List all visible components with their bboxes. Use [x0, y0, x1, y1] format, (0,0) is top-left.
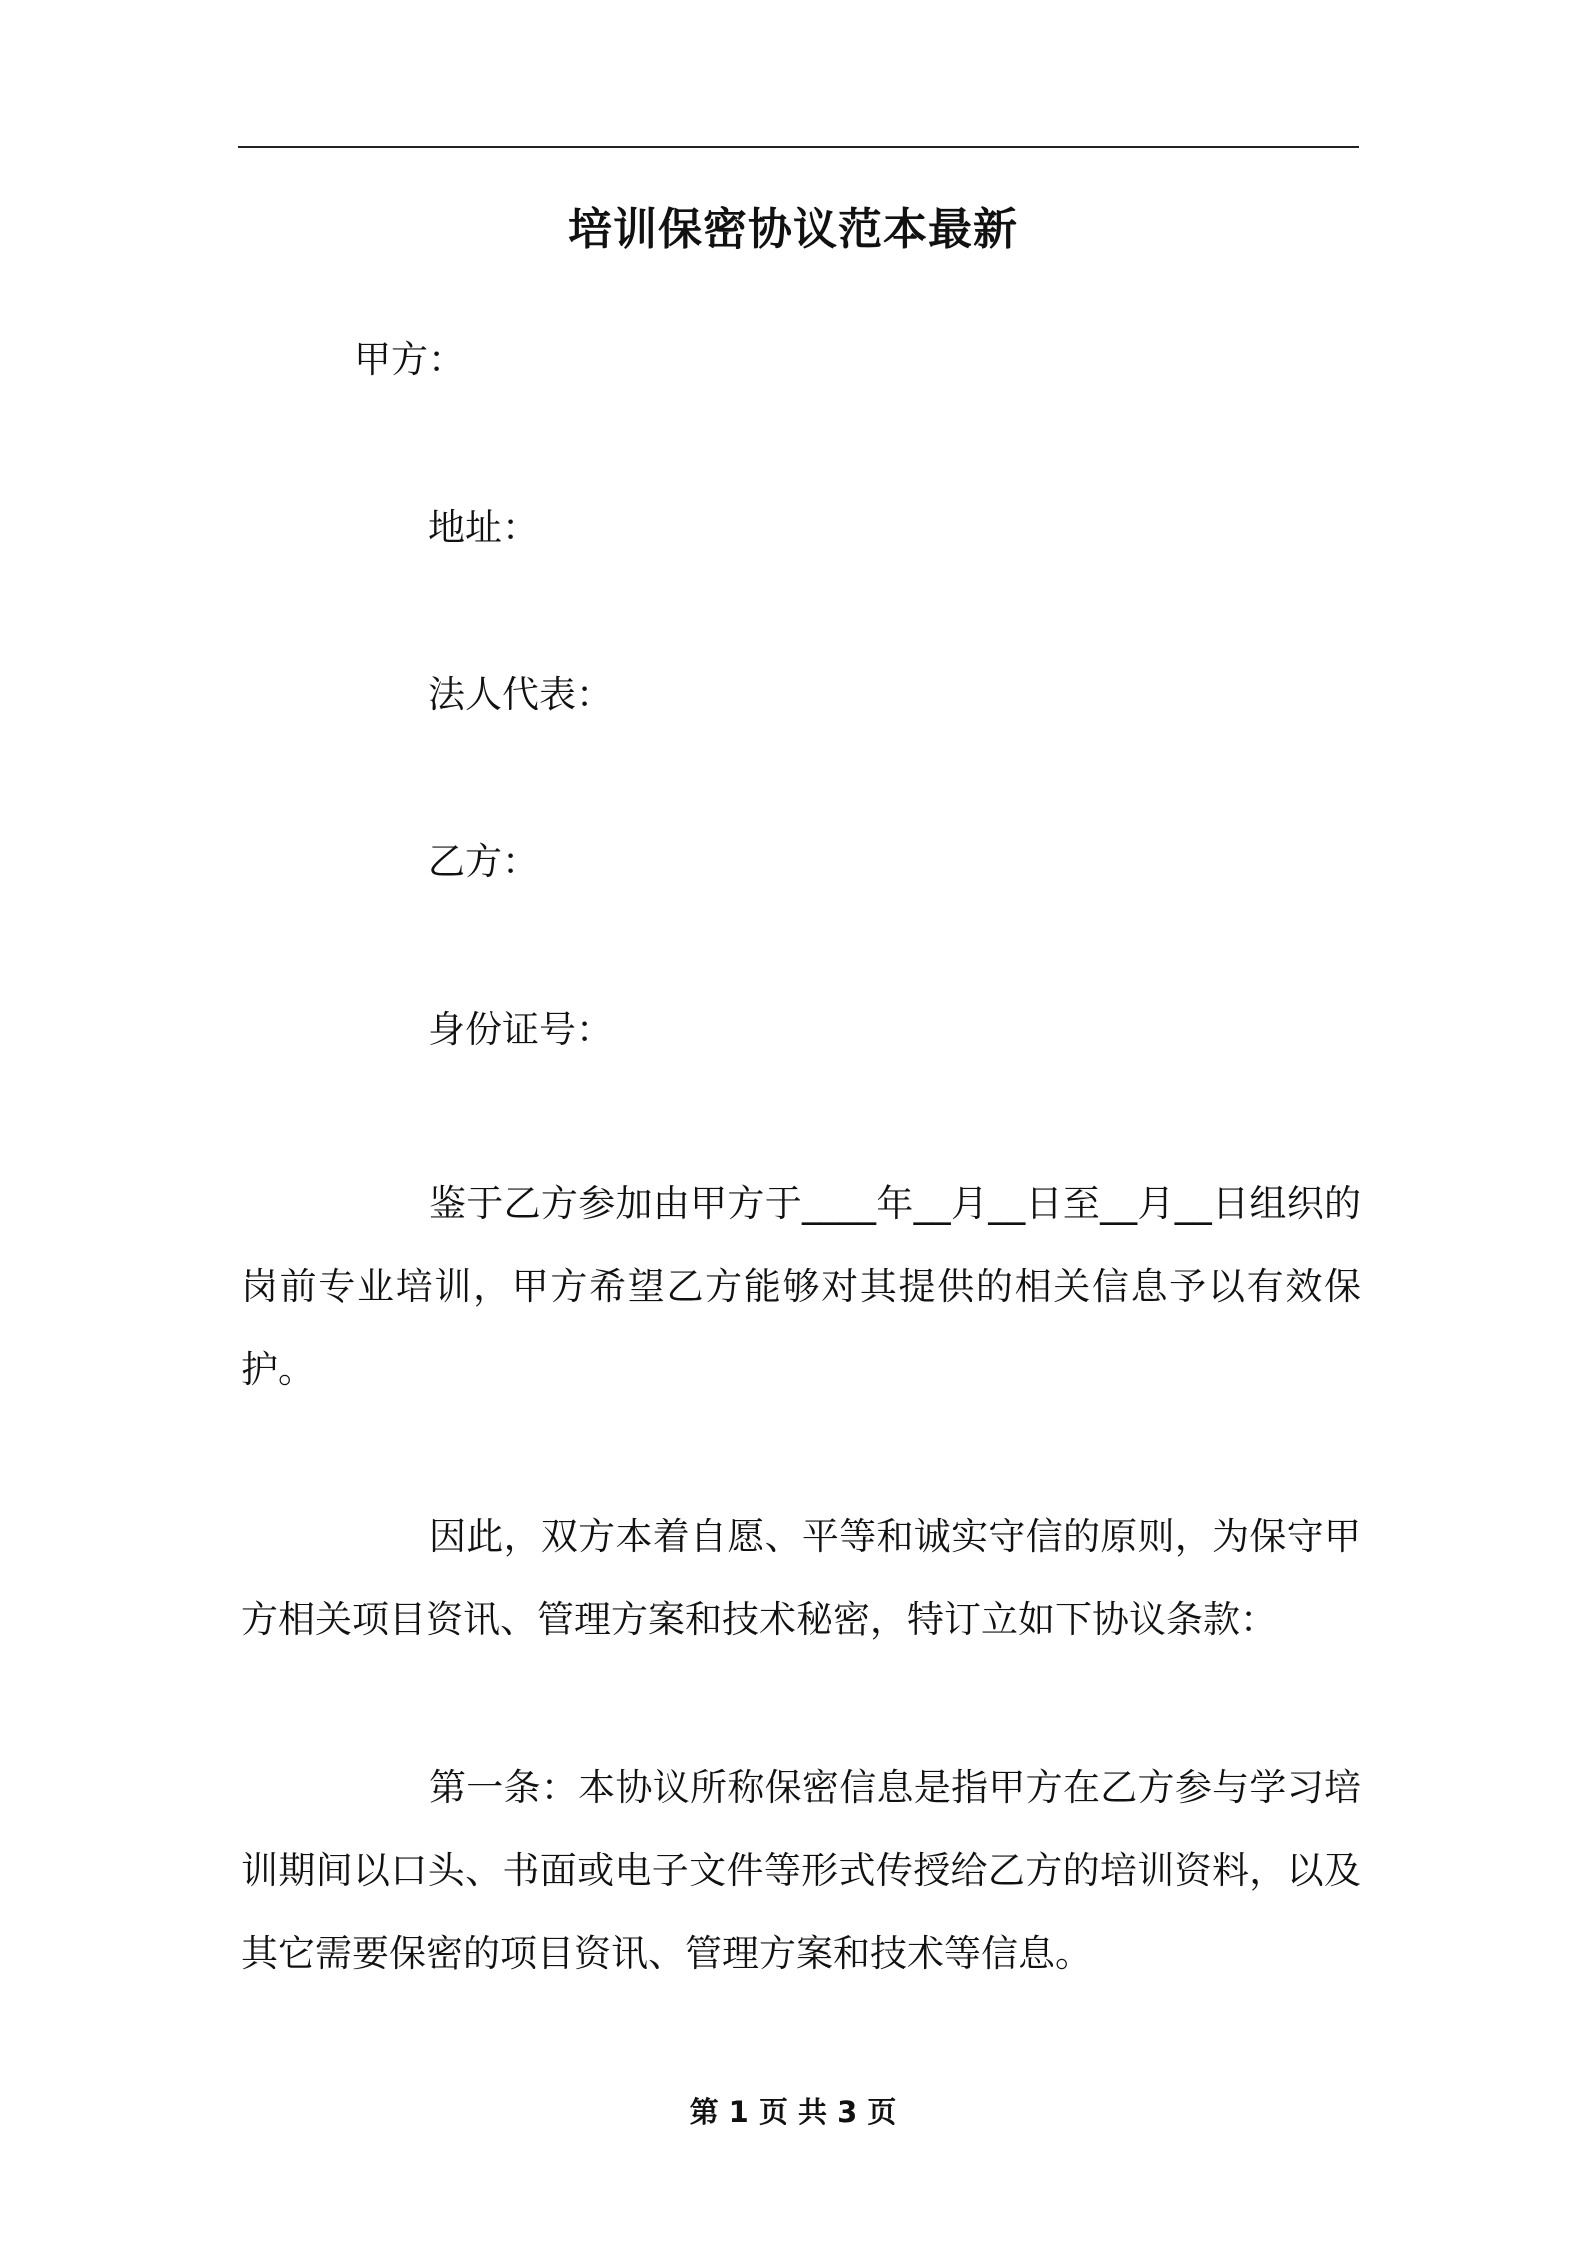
recital-paragraph: 鉴于乙方参加由甲方于____年__月__日至__月__日组织的岗前专业培训，甲方希望乙方能够对其提供的相关信息予以有效保护。: [241, 1182, 1361, 1391]
document-title: 培训保密协议范本最新: [568, 204, 1018, 255]
party-b-label: 乙方：: [428, 840, 539, 883]
party-a-label: 甲方：: [354, 338, 465, 381]
principle-paragraph: 因此，双方本着自愿、平等和诚实守信的原则，为保守甲方相关项目资讯、管理方案和技术秘密，特订立如下协议条款：: [241, 1515, 1361, 1641]
header-divider: [238, 146, 1359, 148]
legal-representative-label: 法人代表：: [428, 673, 613, 716]
id-number-label: 身份证号：: [428, 1008, 613, 1051]
page-footer: 第 1 页 共 3 页: [689, 2095, 897, 2129]
address-label: 地址：: [428, 506, 539, 549]
article-1-paragraph: 第一条：本协议所称保密信息是指甲方在乙方参与学习培训期间以口头、书面或电子文件等形式传授给乙方的培训资料，以及其它需要保密的项目资讯、管理方案和技术等信息。: [241, 1766, 1361, 1975]
